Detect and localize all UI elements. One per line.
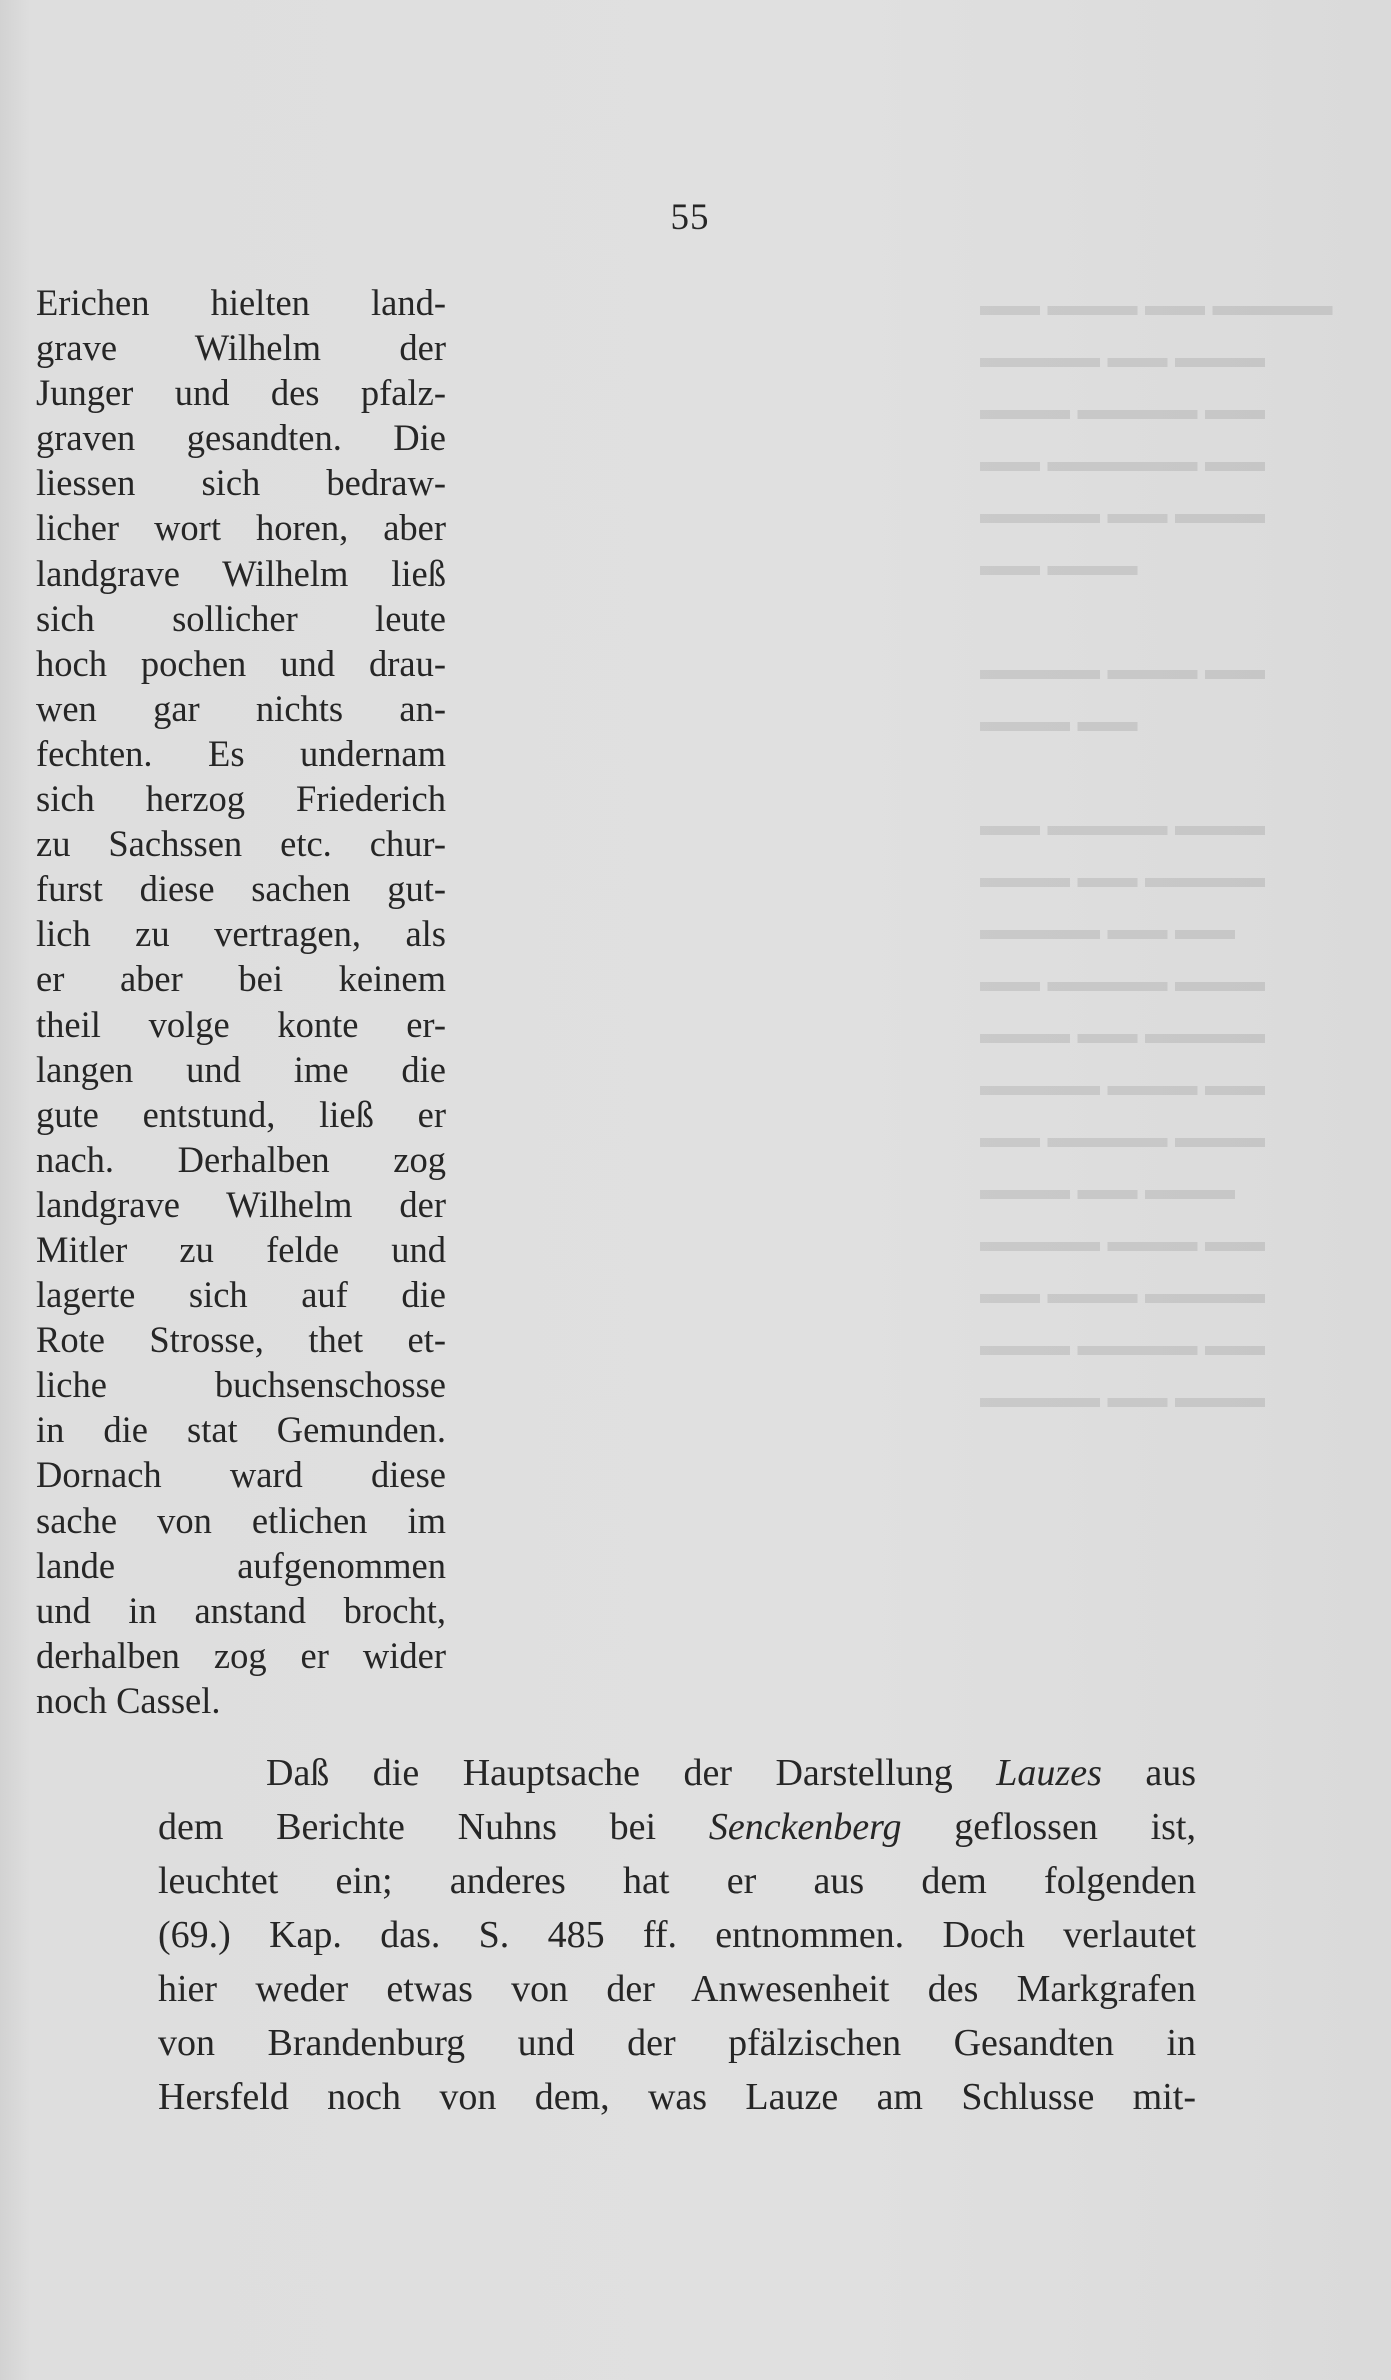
chronicle-line: liche buchsenschosse — [36, 1364, 446, 1406]
commentary-line: leuchtet ein; anderes hat er aus dem folgenden — [158, 1860, 1196, 1902]
chronicle-line: graven gesandten. Die — [36, 417, 446, 459]
quoted-chronicle-column — [36, 280, 446, 1723]
chronicle-line: grave Wilhelm der — [36, 327, 446, 369]
chronicle-line: licher wort horen, aber — [36, 507, 446, 549]
chronicle-line: und in anstand brocht, — [36, 1589, 446, 1631]
commentary-line: Hersfeld noch von dem, was Lauze am Schlusse mit- — [158, 2076, 1196, 2118]
chronicle-line: gute entstund, ließ er — [36, 1093, 446, 1135]
chronicle-line: noch Cassel. — [36, 1679, 221, 1721]
chronicle-line: landgrave Wilhelm der — [36, 1183, 446, 1225]
italic-name-senckenberg: Senckenberg — [708, 1806, 902, 1848]
chronicle-line: lande aufgenommen — [36, 1544, 446, 1586]
chronicle-line: Mitler zu felde und — [36, 1228, 446, 1270]
bleed-through-texture: ▬▬ ▬▬▬ ▬▬ ▬▬▬▬ ▬▬▬▬ ▬▬ ▬▬▬ ▬▬▬ ▬▬▬▬ ▬▬ ▬▬ ▬▬▬▬▬ ▬▬ ▬▬▬▬ ▬▬ ▬▬▬ ▬▬ ▬▬▬ ▬▬▬▬ ▬▬▬ ▬▬ ▬▬▬ ▬▬ ▬▬ ▬▬▬▬ ▬▬▬ ▬▬▬ ▬▬ ▬▬▬▬ ▬▬▬▬ ▬▬ ▬▬ ▬▬ ▬▬▬▬ ▬▬▬ ▬▬▬ ▬▬ ▬▬▬▬ ▬▬▬▬ ▬▬▬ ▬▬ ▬▬ ▬▬▬▬ ▬▬▬ ▬▬▬ ▬▬ ▬▬▬ ▬▬▬▬ ▬▬▬ ▬▬ ▬▬ ▬▬▬ ▬▬▬▬ ▬▬▬ ▬▬▬▬ ▬▬ ▬▬▬▬ ▬▬ ▬▬▬ — [980, 289, 1333, 1414]
chronicle-line: lich zu vertragen, als — [36, 913, 446, 955]
text-run: dem Berichte Nuhns bei — [158, 1806, 709, 1848]
chronicle-line: in die stat Gemunden. — [36, 1409, 446, 1451]
chronicle-line: zu Sachssen etc. chur- — [36, 823, 446, 865]
commentary-paragraph — [158, 1746, 1196, 2124]
chronicle-line: Rote Strosse, thet et- — [36, 1319, 446, 1361]
chronicle-line: theil volge konte er- — [36, 1003, 446, 1045]
italic-name-lauzes: Lauzes — [996, 1752, 1102, 1794]
commentary-line: hier weder etwas von der Anwesenheit des Markgrafen — [158, 1968, 1196, 2010]
page-number: 55 — [670, 197, 710, 238]
chronicle-line: wen gar nichts an- — [36, 687, 446, 729]
chronicle-line: Erichen hielten land- — [36, 282, 446, 323]
chronicle-line: landgrave Wilhelm ließ — [36, 552, 446, 594]
chronicle-line: lagerte sich auf die — [36, 1274, 446, 1316]
chronicle-line: fechten. Es undernam — [36, 732, 446, 774]
chronicle-line: Junger und des pfalz- — [36, 372, 446, 414]
text-run: geflossen ist, — [901, 1806, 1196, 1848]
commentary-line — [158, 1746, 1196, 1800]
text-run: Daß die Hauptsache der Darstellung — [266, 1752, 997, 1794]
chronicle-line: hoch pochen und drau- — [36, 642, 446, 684]
chronicle-line: langen und ime die — [36, 1048, 446, 1090]
chronicle-line: er aber bei keinem — [36, 958, 446, 1000]
chronicle-line: sich herzog Friederich — [36, 778, 446, 820]
commentary-line: von Brandenburg und der pfälzischen Gesandten in — [158, 2022, 1196, 2064]
chronicle-line: furst diese sachen gut- — [36, 868, 446, 910]
chronicle-line: sich sollicher leute — [36, 597, 446, 639]
commentary-line — [158, 1800, 1196, 1854]
chronicle-line: derhalben zog er wider — [36, 1634, 446, 1676]
chronicle-line: Dornach ward diese — [36, 1454, 446, 1496]
commentary-line: (69.) Kap. das. S. 485 ff. entnommen. Doch verlautet — [158, 1914, 1196, 1956]
chronicle-line: sache von etlichen im — [36, 1499, 446, 1541]
text-run: aus — [1101, 1752, 1197, 1794]
chronicle-line: liessen sich bedraw- — [36, 462, 446, 504]
chronicle-line: nach. Derhalben zog — [36, 1138, 446, 1180]
